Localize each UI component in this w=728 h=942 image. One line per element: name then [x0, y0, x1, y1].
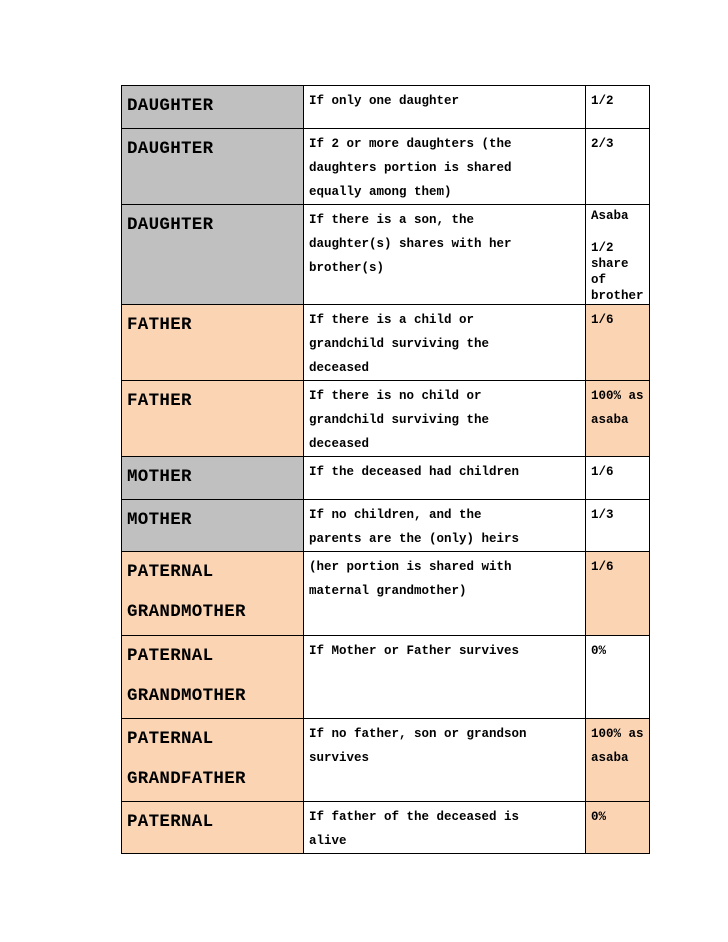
table-row — [122, 381, 650, 457]
condition-cell: If there is no child or grandchild surviving the deceased — [304, 381, 586, 457]
share-cell: 0% — [586, 802, 650, 854]
heir-cell — [122, 457, 304, 500]
table-row — [122, 305, 650, 381]
condition-cell: If no father, son or grandson survives — [304, 719, 586, 802]
share-cell: 2/3 — [586, 129, 650, 205]
condition-cell: If father of the deceased is alive — [304, 802, 586, 854]
table-row — [122, 86, 650, 129]
table-row — [122, 802, 650, 854]
share-cell: 1/6 — [586, 457, 650, 500]
table-row — [122, 500, 650, 552]
condition-cell: If no children, and the parents are the (only) heirs — [304, 500, 586, 552]
condition-cell: If Mother or Father survives — [304, 636, 586, 719]
heir-label: FATHER — [127, 315, 192, 335]
heir-cell — [122, 305, 304, 381]
condition-cell: If the deceased had children — [304, 457, 586, 500]
table-row — [122, 129, 650, 205]
heir-label: FATHER — [127, 391, 192, 411]
heir-label: MOTHER — [127, 467, 192, 487]
heir-cell — [122, 381, 304, 457]
table-row — [122, 205, 650, 305]
inheritance-shares-table — [121, 85, 650, 854]
heir-label: PATERNAL GRANDFATHER — [127, 729, 246, 789]
share-cell: 1/3 — [586, 500, 650, 552]
condition-cell: If there is a child or grandchild surviving the deceased — [304, 305, 586, 381]
condition-cell: (her portion is shared with maternal grandmother) — [304, 552, 586, 636]
heir-cell — [122, 719, 304, 802]
heir-cell — [122, 802, 304, 854]
heir-cell — [122, 500, 304, 552]
share-cell: 1/6 — [586, 552, 650, 636]
share-cell: 0% — [586, 636, 650, 719]
heir-label: PATERNAL GRANDMOTHER — [127, 562, 246, 622]
heir-cell — [122, 129, 304, 205]
heir-cell — [122, 86, 304, 129]
condition-cell: If only one daughter — [304, 86, 586, 129]
table-row — [122, 636, 650, 719]
share-cell: 1/6 — [586, 305, 650, 381]
heir-label: DAUGHTER — [127, 215, 214, 235]
table-row — [122, 552, 650, 636]
heir-label: DAUGHTER — [127, 139, 214, 159]
share-cell: 100% as asaba — [586, 719, 650, 802]
heir-cell — [122, 636, 304, 719]
heir-label: PATERNAL GRANDMOTHER — [127, 646, 246, 706]
share-cell: 1/2 — [586, 86, 650, 129]
heir-cell — [122, 552, 304, 636]
heir-label: DAUGHTER — [127, 96, 214, 116]
table-row — [122, 719, 650, 802]
heir-cell — [122, 205, 304, 305]
condition-cell: If there is a son, the daughter(s) shares with her brother(s) — [304, 205, 586, 305]
share-cell: 100% as asaba — [586, 381, 650, 457]
table-row — [122, 457, 650, 500]
condition-cell: If 2 or more daughters (the daughters portion is shared equally among them) — [304, 129, 586, 205]
heir-label: PATERNAL — [127, 812, 214, 832]
share-cell: Asaba 1/2 share of brother — [586, 205, 650, 305]
heir-label: MOTHER — [127, 510, 192, 530]
